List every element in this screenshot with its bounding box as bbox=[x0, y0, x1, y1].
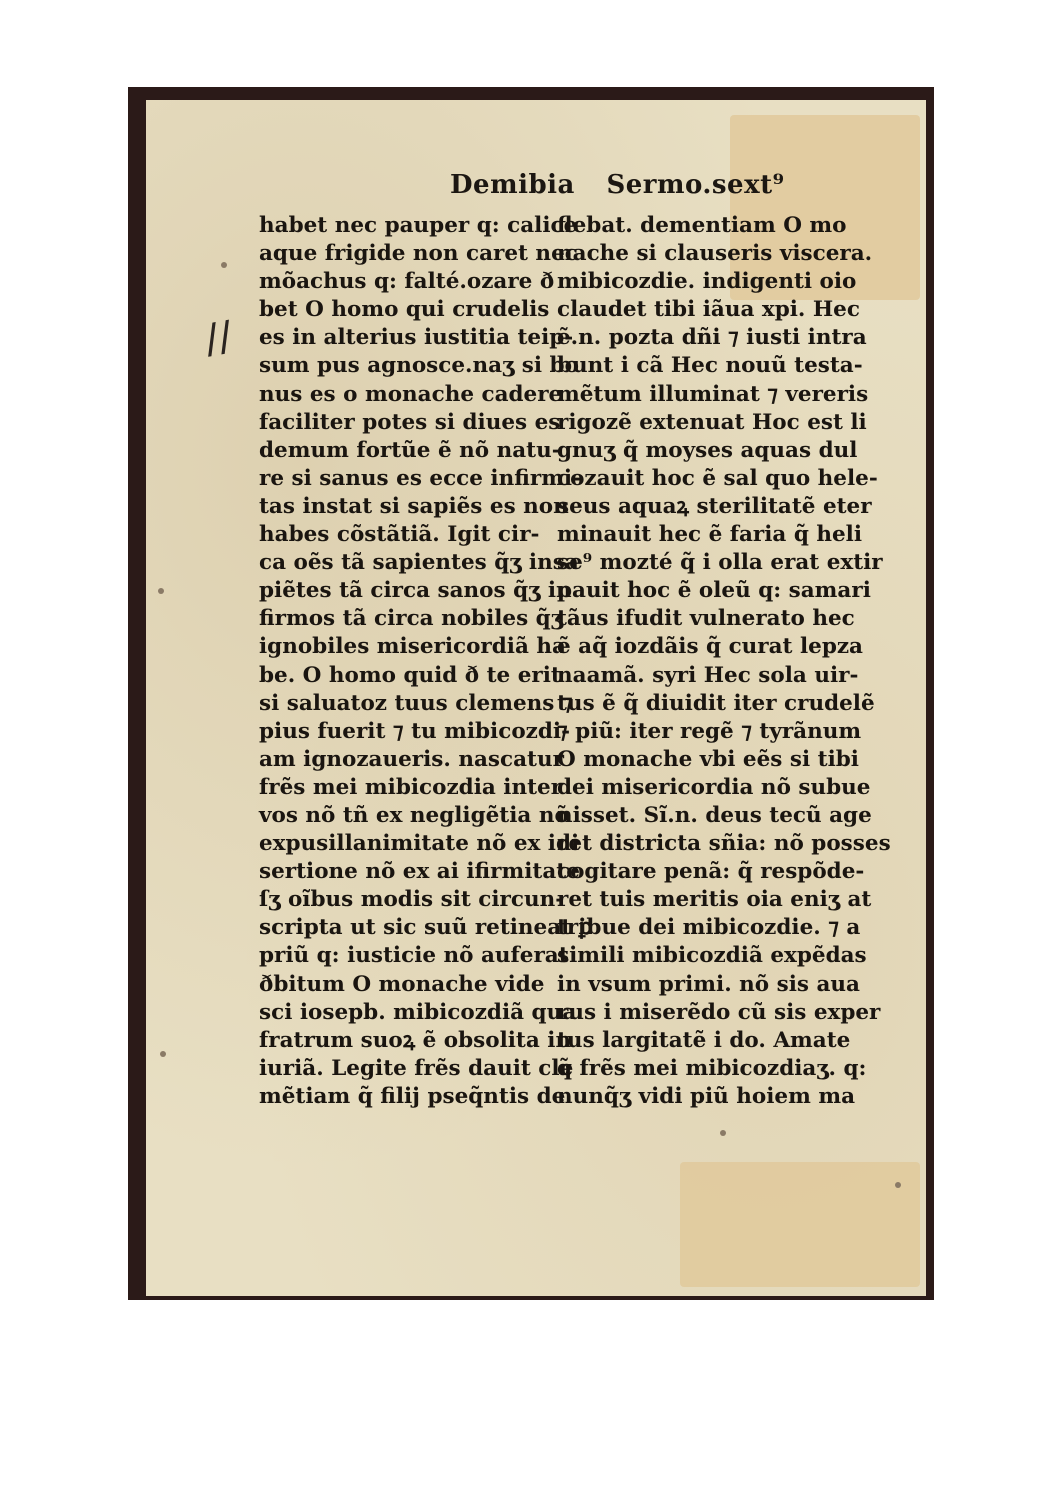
text-line: dei misericordia nõ subue bbox=[557, 774, 871, 800]
text-line: habet nec pauper q: calice bbox=[259, 213, 578, 238]
text-line: nache si clauseris viscera. bbox=[557, 241, 873, 267]
text-line: mibicozdie. indigenti oio bbox=[557, 269, 857, 295]
text-line: mõachus q: falté.ozare ð bbox=[259, 269, 555, 295]
text-line: aque frigide non caret nec bbox=[259, 241, 578, 267]
text-line: vos nõ tñ ex negligẽtia nõ bbox=[259, 802, 569, 828]
text-line: frẽs mei mibicozdia inter bbox=[259, 774, 563, 800]
text-line: nisset. Sĩ.n. deus tecũ age bbox=[557, 802, 872, 828]
text-line: firmos tã circa nobiles q̃ʒ bbox=[259, 606, 563, 632]
text-line: seus aquaꝝ sterilitatẽ eter bbox=[557, 493, 872, 519]
text-line: naamã. syri Hec sola uir- bbox=[557, 662, 859, 688]
text-line: mẽtum illuminat ⁊ vereris bbox=[557, 381, 869, 407]
text-line: se⁹ mozté q̃ i olla erat extir bbox=[557, 550, 883, 576]
text-column-left bbox=[259, 212, 593, 1111]
text-line: gnuʒ q̃ moyses aquas dul bbox=[557, 437, 858, 463]
text-line: ret districta sñia: nõ posses bbox=[557, 831, 891, 857]
margin-dot bbox=[895, 1182, 901, 1188]
handwritten-marks: // bbox=[201, 313, 236, 363]
text-line: expusillanimitate nõ ex idi bbox=[259, 831, 580, 857]
text-line: tribue dei mibicozdie. ⁊ a bbox=[557, 915, 861, 941]
text-line: priũ q: iusticie nõ auferat bbox=[259, 943, 569, 969]
text-line: tãus ifudit vulnerato hec bbox=[557, 606, 855, 632]
text-line: simili mibicozdiã expẽdas bbox=[557, 943, 867, 969]
text-line: bet O homo qui crudelis bbox=[259, 297, 550, 323]
text-line: mẽtiam q̃ filij pseq̃ntis de bbox=[259, 1083, 566, 1109]
text-line: fratrum suoꝝ ẽ obsolita in bbox=[259, 1027, 572, 1053]
text-line: habes cõstãtiã. Igit cir- bbox=[259, 522, 540, 548]
text-line: minauit hec ẽ faria q̃ heli bbox=[557, 522, 862, 548]
text-line: bunt i cã Hec nouũ testa- bbox=[557, 353, 863, 379]
text-line: nunq̃ʒ vidi piũ hoiem ma bbox=[557, 1083, 856, 1109]
margin-dot bbox=[720, 1130, 726, 1136]
text-line: sci iosepb. mibicozdiã qua bbox=[259, 999, 577, 1025]
text-line: cogitare penã: q̃ respõde- bbox=[557, 859, 865, 885]
paper-stain bbox=[680, 1162, 920, 1287]
margin-dot bbox=[221, 262, 227, 268]
text-line: scripta ut sic suũ retineat ꝑ bbox=[259, 915, 593, 941]
text-line: ſʒ oĩbus modis sit circun- bbox=[259, 887, 565, 913]
running-head bbox=[450, 170, 807, 200]
text-line: tas instat si sapiẽs es non bbox=[259, 493, 569, 519]
margin-dot bbox=[158, 588, 164, 594]
margin-dot bbox=[160, 1051, 166, 1057]
text-line: re si sanus es ecce infirmi- bbox=[259, 465, 582, 491]
text-line: faciliter potes si diues es bbox=[259, 409, 561, 435]
text-line: nus es o monache cadere bbox=[259, 381, 563, 407]
text-line: ignobiles misericordiã ha bbox=[259, 634, 566, 660]
text-line: ⁊ piũ: iter regẽ ⁊ tyrãnum bbox=[557, 718, 862, 744]
text-line: be. O homo quid ð te erit bbox=[259, 662, 561, 688]
text-line: si saluatoz tuus clemens ⁊ bbox=[259, 690, 573, 716]
text-line: pauit hoc ẽ oleũ q: samari bbox=[557, 578, 871, 604]
text-line: iuriã. Legite frẽs dauit cle bbox=[259, 1055, 574, 1081]
text-line: ðbitum O monache vide bbox=[259, 971, 545, 997]
running-head-title: Demibia bbox=[450, 170, 575, 200]
text-line: ret tuis meritis oia eniʒ at bbox=[557, 887, 872, 913]
running-head-section: Sermo.sext⁹ bbox=[606, 170, 785, 200]
text-column-right bbox=[557, 212, 891, 1111]
text-line: claudet tibi iãua xpi. Hec bbox=[557, 297, 860, 323]
text-line: sum pus agnosce.naʒ si bo bbox=[259, 353, 579, 379]
text-line: piẽtes tã circa sanos q̃ʒ in bbox=[259, 578, 572, 604]
text-line: am ignozaueris. nascatur bbox=[259, 746, 564, 772]
text-line: tus ẽ q̃ diuidit iter crudelẽ bbox=[557, 690, 875, 716]
text-line: pius fuerit ⁊ tu mibicozdi- bbox=[259, 718, 570, 744]
text-line: flebat. dementiam O mo bbox=[557, 213, 847, 238]
text-line: O monache vbi eẽs si tibi bbox=[557, 746, 859, 772]
text-line: demum fortũe ẽ nõ natu- bbox=[259, 437, 561, 463]
text-line: q̃ frẽs mei mibicozdiaʒ. q: bbox=[557, 1055, 867, 1081]
text-line: sertione nõ ex ai ifirmitate bbox=[259, 859, 580, 885]
text-line: es in alterius iustitia teip- bbox=[259, 325, 574, 351]
text-line: ẽ.n. pozta dñi ⁊ iusti intra bbox=[557, 325, 867, 351]
text-line: tus largitatẽ i do. Amate bbox=[557, 1027, 851, 1053]
text-line: cozauit hoc ẽ sal quo hele- bbox=[557, 465, 878, 491]
text-line: ẽ aq̃ iozdãis q̃ curat lepza bbox=[557, 634, 863, 660]
text-line: rigozẽ extenuat Hoc est li bbox=[557, 409, 867, 435]
text-line: rus i miserẽdo cũ sis exper bbox=[557, 999, 881, 1025]
text-line: in vsum primi. nõ sis aua bbox=[557, 971, 860, 997]
text-line: ca oẽs tã sapientes q̃ʒ insa bbox=[259, 550, 579, 576]
